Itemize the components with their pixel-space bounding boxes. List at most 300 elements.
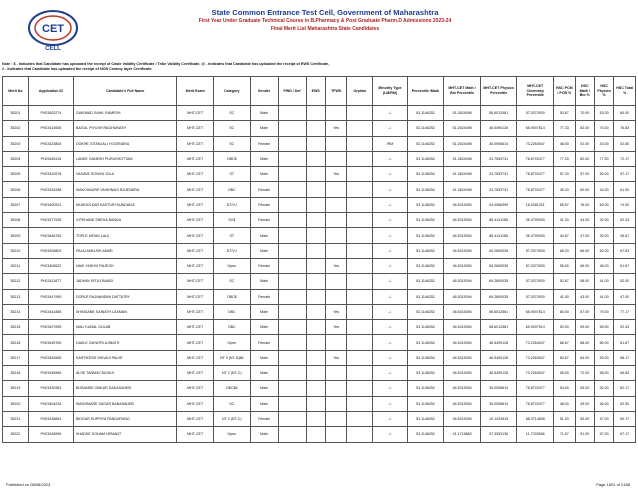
table-cell: 56.83 (614, 366, 636, 381)
table-row (3, 304, 636, 319)
table-cell: -/- (373, 197, 407, 212)
table-cell: 82.00 (575, 121, 594, 136)
table-cell: 46.5490128 (480, 335, 517, 350)
table-cell: 58.00 (594, 366, 613, 381)
table-cell: PH23423804 (28, 136, 73, 151)
table-cell (347, 335, 373, 350)
table-cell: 24.7553731 (480, 182, 517, 197)
table-cell: 36.4799930 (517, 228, 554, 243)
table-cell: Male (250, 304, 278, 319)
table-cell: 47.00 (594, 411, 613, 426)
table-cell: 46.5315394 (444, 243, 481, 258)
table-cell: 65.9007514 (517, 304, 554, 319)
table-cell: Male (250, 274, 278, 289)
table-cell (347, 182, 373, 197)
table-cell: 35220 (3, 396, 29, 411)
table-cell: Male (250, 350, 278, 365)
table-cell: 46.5315394 (444, 396, 481, 411)
table-row (3, 274, 636, 289)
table-cell: PH23441885 (28, 304, 73, 319)
table-cell: 35222 (3, 427, 29, 442)
table-cell (347, 213, 373, 228)
table-cell: KARTIKESH SHIVAJI PALVE (74, 350, 177, 365)
table-cell: 66.00 (575, 243, 594, 258)
table-cell: 79.00 (594, 304, 613, 319)
table-cell: Male (250, 396, 278, 411)
table-cell (278, 167, 306, 182)
table-cell: MHT-CET (177, 427, 214, 442)
table-cell: 78.8703477 (517, 151, 554, 166)
table-cell: Male (250, 366, 278, 381)
table-cell: 46.00 (594, 258, 613, 273)
table-cell: 85.4141185 (480, 228, 517, 243)
column-header: MHT-CET Chemistry Percentile (517, 77, 554, 106)
table-cell: 49.00 (575, 396, 594, 411)
table-cell (347, 411, 373, 426)
table-cell: PH23440565 (28, 350, 73, 365)
header-row (3, 77, 636, 106)
table-cell: Male (250, 427, 278, 442)
table-cell: DORLE RAJNANDINI DATTATRY (74, 289, 177, 304)
table-cell: -/- (373, 151, 407, 166)
table-cell: 52.50 (614, 136, 636, 151)
table-cell: 65.67 (554, 197, 576, 212)
table-cell: 60.00 (614, 106, 636, 121)
table-cell: 41.00 (594, 289, 613, 304)
table-cell (325, 411, 347, 426)
table-cell: SC$ (213, 213, 250, 228)
table-cell: SC (213, 136, 250, 151)
table-cell: MHT-CET (177, 258, 214, 273)
table-cell: 47.00 (575, 228, 594, 243)
table-cell (306, 197, 325, 212)
table-cell: Yes (325, 304, 347, 319)
table-cell (278, 289, 306, 304)
table-row (3, 106, 636, 121)
table-cell: MHT-CET (177, 167, 214, 182)
table-cell: 69.2600035 (480, 258, 517, 273)
table-cell (325, 381, 347, 396)
table-cell: 53.1146252 (407, 197, 444, 212)
table-cell (306, 335, 325, 350)
table-cell: 43.00 (594, 136, 613, 151)
column-header: HSC Physics % (594, 77, 613, 106)
table-cell: MHT-CET (177, 396, 214, 411)
table-cell: GAIKWAD SAHIL RAMESH (74, 106, 177, 121)
table-cell: OBC$ (213, 151, 250, 166)
table-cell: 53.1146252 (407, 243, 444, 258)
table-cell: 88.00 (575, 335, 594, 350)
table-cell: 43.00 (575, 289, 594, 304)
table-cell (325, 197, 347, 212)
table-cell (325, 213, 347, 228)
document-subtitle: First Year Under Graduate Technical Course in B.Pharmacy & Post Graduate Pharm.D Admissions 2023-24 (198, 18, 452, 24)
table-cell: 42.00 (594, 213, 613, 228)
table-cell: 58.17 (614, 350, 636, 365)
table-cell: ST (213, 228, 250, 243)
table-cell: MHT-CET (177, 411, 214, 426)
table-cell (347, 121, 373, 136)
table-cell: 52.33 (614, 213, 636, 228)
document-title: State Common Entrance Test Cell, Government of Maharashtra (211, 8, 439, 17)
table-cell: Yes (325, 350, 347, 365)
table-cell: 55.00 (594, 320, 613, 335)
table-row (3, 213, 636, 228)
table-cell: 61.00 (614, 182, 636, 197)
table-cell: 35218 (3, 366, 29, 381)
table-cell: -/- (373, 274, 407, 289)
table-cell (278, 182, 306, 197)
table-cell: 94.0066399 (480, 197, 517, 212)
table-cell (278, 427, 306, 442)
table-cell: 65.9007514 (517, 320, 554, 335)
table-cell: 46.5490128 (480, 350, 517, 365)
table-cell: 24.7553731 (480, 151, 517, 166)
table-cell (306, 228, 325, 243)
table-cell: 35203 (3, 136, 29, 151)
table-cell (278, 213, 306, 228)
table-cell: 50.00 (594, 167, 613, 182)
table-row (3, 289, 636, 304)
table-cell: 80.00 (554, 304, 576, 319)
table-cell: DAKLE GAYATRI AJINATH (74, 335, 177, 350)
table-cell: 53.1146252 (407, 121, 444, 136)
table-cell (306, 213, 325, 228)
table-cell: MHT-CET (177, 228, 214, 243)
table-cell: 53.67 (554, 106, 576, 121)
table-cell: 77.33 (554, 121, 576, 136)
table-cell: -/- (373, 121, 407, 136)
table-cell (347, 243, 373, 258)
table-cell: TOPLE KIRAN LALII (74, 228, 177, 243)
table-cell: 35.0908614 (480, 136, 517, 151)
table-cell: MHT-CET (177, 182, 214, 197)
table-cell: SHINGANE SAINATH LAXMAN (74, 304, 177, 319)
table-cell: PH23447990 (28, 289, 73, 304)
table-cell: Female (250, 213, 278, 228)
table-cell: 35213 (3, 289, 29, 304)
table-cell: Open (213, 258, 250, 273)
table-cell: 35217 (3, 350, 29, 365)
table-cell: 74.00 (594, 121, 613, 136)
table-cell: 35214 (3, 304, 29, 319)
table-cell (306, 167, 325, 182)
table-cell: 46.5315394 (444, 320, 481, 335)
table-row (3, 411, 636, 426)
table-cell: NT 2 (NT-C) (213, 411, 250, 426)
table-cell: 58.6012081 (480, 106, 517, 121)
table-cell (306, 427, 325, 442)
table-cell: PH23430381 (28, 381, 73, 396)
table-cell (325, 243, 347, 258)
table-cell: 78.8703477 (517, 182, 554, 197)
table-cell: /RM (373, 136, 407, 151)
table-cell: 46.5315394 (444, 411, 481, 426)
table-cell: 53.1146252 (407, 258, 444, 273)
table-cell (306, 106, 325, 121)
legend-notes (2, 62, 636, 72)
table-row (3, 396, 636, 411)
table-cell (278, 366, 306, 381)
table-row (3, 350, 636, 365)
table-cell: GITKHANE SNEHA BANDU (74, 213, 177, 228)
table-cell: 53.1146252 (407, 167, 444, 182)
table-cell: 53.1146252 (407, 182, 444, 197)
table-row (3, 366, 636, 381)
table-cell: 10.1432815 (480, 411, 517, 426)
table-cell (278, 197, 306, 212)
table-cell: Yes (325, 167, 347, 182)
table-cell: PH23402274 (28, 106, 73, 121)
table-cell (306, 151, 325, 166)
column-header: Minority Type (LM/RM) (373, 77, 407, 106)
table-cell: 62.00 (594, 243, 613, 258)
table-cell: Male (250, 121, 278, 136)
table-cell: PH23408803 (28, 243, 73, 258)
table-row (3, 197, 636, 212)
table-cell: 51.2624498 (444, 167, 481, 182)
table-cell: -/- (373, 106, 407, 121)
table-cell (278, 381, 306, 396)
table-cell (278, 396, 306, 411)
table-body (3, 106, 636, 443)
table-cell: MHT-CET (177, 197, 214, 212)
table-cell: 53.1146252 (407, 228, 444, 243)
table-cell: 58.6012581 (480, 320, 517, 335)
table-cell: PH23434288 (28, 182, 73, 197)
table-cell: 11.7333566 (517, 427, 554, 442)
table-cell: 41.00 (594, 274, 613, 289)
table-cell: WAKCHAURE VAISHNAVI RAJENDRA (74, 182, 177, 197)
table-cell: 46.5490128 (480, 121, 517, 136)
table-cell: 57.0373930 (517, 274, 554, 289)
table-cell (325, 106, 347, 121)
table-cell (325, 366, 347, 381)
table-cell: 46.5315394 (444, 335, 481, 350)
note-line-1: Note : $ - Indicates that Candidate has uploaded the receipt of Caste Validity Certificate / Tribe Validity Certificate, @ - Indicates that Candidate has uploaded the receipt of EWS Certificate, (2, 62, 330, 66)
table-cell: 55.00 (554, 366, 576, 381)
table-cell: 57.0373930 (517, 106, 554, 121)
table-cell: BIDGAR SUPRIYA PANDURANG (74, 411, 177, 426)
table-cell (347, 396, 373, 411)
table-cell: BAGUL PIYUSH RAGHUNATH (74, 121, 177, 136)
page-number: Page 1601 of 2188 (596, 482, 630, 487)
table-row (3, 243, 636, 258)
table-cell: OBC (213, 320, 250, 335)
table-cell: PH23411877 (28, 274, 73, 289)
table-cell: OBC (213, 304, 250, 319)
table-cell (306, 258, 325, 273)
table-cell: Male (250, 243, 278, 258)
table-cell (325, 289, 347, 304)
table-cell: 35221 (3, 411, 29, 426)
table-cell (347, 228, 373, 243)
table-cell: -/- (373, 381, 407, 396)
table-cell: 53.1146252 (407, 151, 444, 166)
table-cell: 73.2264547 (517, 366, 554, 381)
table-row (3, 182, 636, 197)
table-cell: MHT-CET (177, 121, 214, 136)
table-cell: 46.5315394 (444, 350, 481, 365)
table-cell: PH23445989 (28, 366, 73, 381)
table-cell: PH23477928 (28, 213, 73, 228)
table-cell: Open (213, 335, 250, 350)
table-cell (325, 182, 347, 197)
table-cell (278, 228, 306, 243)
table-cell: 72.00 (575, 366, 594, 381)
table-cell (306, 289, 325, 304)
table-cell: 69.2600035 (480, 274, 517, 289)
table-cell: Open (213, 427, 250, 442)
table-cell (347, 320, 373, 335)
table-cell: 57.0373930 (517, 243, 554, 258)
table-cell (325, 335, 347, 350)
table-cell: 57.17 (614, 167, 636, 182)
table-cell: NAIK YASHVI RAJESH (74, 258, 177, 273)
table-cell: 53.1146252 (407, 411, 444, 426)
table-cell: 91.00 (575, 427, 594, 442)
table-cell: 53.00 (575, 411, 594, 426)
table-cell: Male (250, 320, 278, 335)
table-cell: 52.50 (614, 396, 636, 411)
table-cell: PH23445760 (28, 335, 73, 350)
table-cell: 46.5315394 (444, 304, 481, 319)
table-cell: BURANDE OMKAR DADASAHEB (74, 381, 177, 396)
table-cell: 62.17 (614, 381, 636, 396)
table-cell: 46.5315394 (444, 258, 481, 273)
table-cell (278, 274, 306, 289)
table-cell: -/- (373, 258, 407, 273)
table-cell (325, 228, 347, 243)
table-cell: 46.00 (594, 396, 613, 411)
table-cell: 71.67 (554, 427, 576, 442)
table-row (3, 258, 636, 273)
table-cell: OBC$ (213, 289, 250, 304)
table-cell: 80.00 (594, 335, 613, 350)
column-header: MHT-CET Math / Bio Percentile (444, 77, 481, 106)
table-cell (347, 304, 373, 319)
table-cell: DT/VJ (213, 243, 250, 258)
table-cell: 35204 (3, 151, 29, 166)
table-cell: 24.7553731 (480, 167, 517, 182)
table-cell: 54.00 (554, 381, 576, 396)
table-cell: 77.17 (614, 304, 636, 319)
table-cell: 76.83 (614, 121, 636, 136)
table-cell: 50.00 (575, 182, 594, 197)
column-header: HSC Total % (614, 77, 636, 106)
table-cell: ALSE TANMAY BUVAJI (74, 366, 177, 381)
table-cell: 46.5315394 (444, 381, 481, 396)
table-cell (278, 136, 306, 151)
table-cell (306, 121, 325, 136)
table-cell: Male (250, 167, 278, 182)
table-cell (347, 197, 373, 212)
table-cell: 41.33 (554, 213, 576, 228)
table-cell (306, 274, 325, 289)
table-cell: DT/VJ (213, 197, 250, 212)
table-cell: 65.9007514 (517, 121, 554, 136)
table-cell: 51.2624498 (444, 136, 481, 151)
table-row (3, 167, 636, 182)
table-cell: 73.2264547 (517, 136, 554, 151)
merit-list-table (2, 76, 636, 443)
table-header (3, 77, 636, 106)
table-cell: -/- (373, 427, 407, 442)
table-cell: 45.33 (554, 182, 576, 197)
table-cell: Yes (325, 320, 347, 335)
table-cell: -/- (373, 182, 407, 197)
table-cell: Female (250, 258, 278, 273)
table-cell: KHADKE SOHAM HEMANT (74, 427, 177, 442)
table-cell: 53.1146252 (407, 289, 444, 304)
table-cell: Male (250, 106, 278, 121)
table-cell: 69.2600035 (480, 243, 517, 258)
table-cell: 51.2624498 (444, 106, 481, 121)
table-cell: 57.33 (554, 167, 576, 182)
table-cell: PH23420576 (28, 167, 73, 182)
table-cell: -/- (373, 304, 407, 319)
table-cell: MHT-CET (177, 213, 214, 228)
table-cell: 69.00 (594, 197, 613, 212)
table-cell: 36.4799930 (517, 213, 554, 228)
table-cell: 46.5315394 (444, 228, 481, 243)
table-cell (347, 151, 373, 166)
table-cell: SC (213, 274, 250, 289)
table-cell: 88.3714835 (517, 411, 554, 426)
table-cell: 53.1146252 (407, 213, 444, 228)
table-cell: -/- (373, 396, 407, 411)
table-cell: PH23404234 (28, 396, 73, 411)
table-row (3, 136, 636, 151)
table-row (3, 228, 636, 243)
table-cell: 82.00 (575, 151, 594, 166)
column-header: Category (213, 77, 250, 106)
table-cell: 78.8703477 (517, 396, 554, 411)
table-cell: OBC (213, 182, 250, 197)
table-cell: 52.00 (594, 381, 613, 396)
table-cell: 73.2264547 (517, 350, 554, 365)
table-cell (278, 350, 306, 365)
table-cell: PH23427695 (28, 320, 73, 335)
table-cell: 53.1146252 (407, 335, 444, 350)
table-cell: 77.33 (554, 151, 576, 166)
table-cell (347, 366, 373, 381)
table-cell: 46.5315394 (444, 197, 481, 212)
table-cell: 35.0908614 (480, 381, 517, 396)
table-cell (278, 258, 306, 273)
table-cell: 66.33 (554, 243, 576, 258)
table-cell: MUDHOLKAR KASTURI KUNDANJI (74, 197, 177, 212)
table-cell: -/- (373, 167, 407, 182)
table-cell (306, 411, 325, 426)
table-cell (347, 258, 373, 273)
table-cell (347, 381, 373, 396)
table-cell: 81.67 (614, 335, 636, 350)
table-cell (347, 136, 373, 151)
table-row (3, 427, 636, 442)
table-cell: 52.67 (554, 274, 576, 289)
table-cell: 53.1146252 (407, 304, 444, 319)
table-cell: 72.17 (614, 151, 636, 166)
table-cell: NT 3 (NT-D)$# (213, 350, 250, 365)
table-cell: PH23414655 (28, 121, 73, 136)
table-cell: SC (213, 396, 250, 411)
table-cell: 52.33 (614, 320, 636, 335)
table-cell: 51.2624498 (444, 121, 481, 136)
table-cell: 53.1146252 (407, 381, 444, 396)
logo-text: CET (42, 23, 64, 35)
table-cell: 73.2264547 (517, 335, 554, 350)
